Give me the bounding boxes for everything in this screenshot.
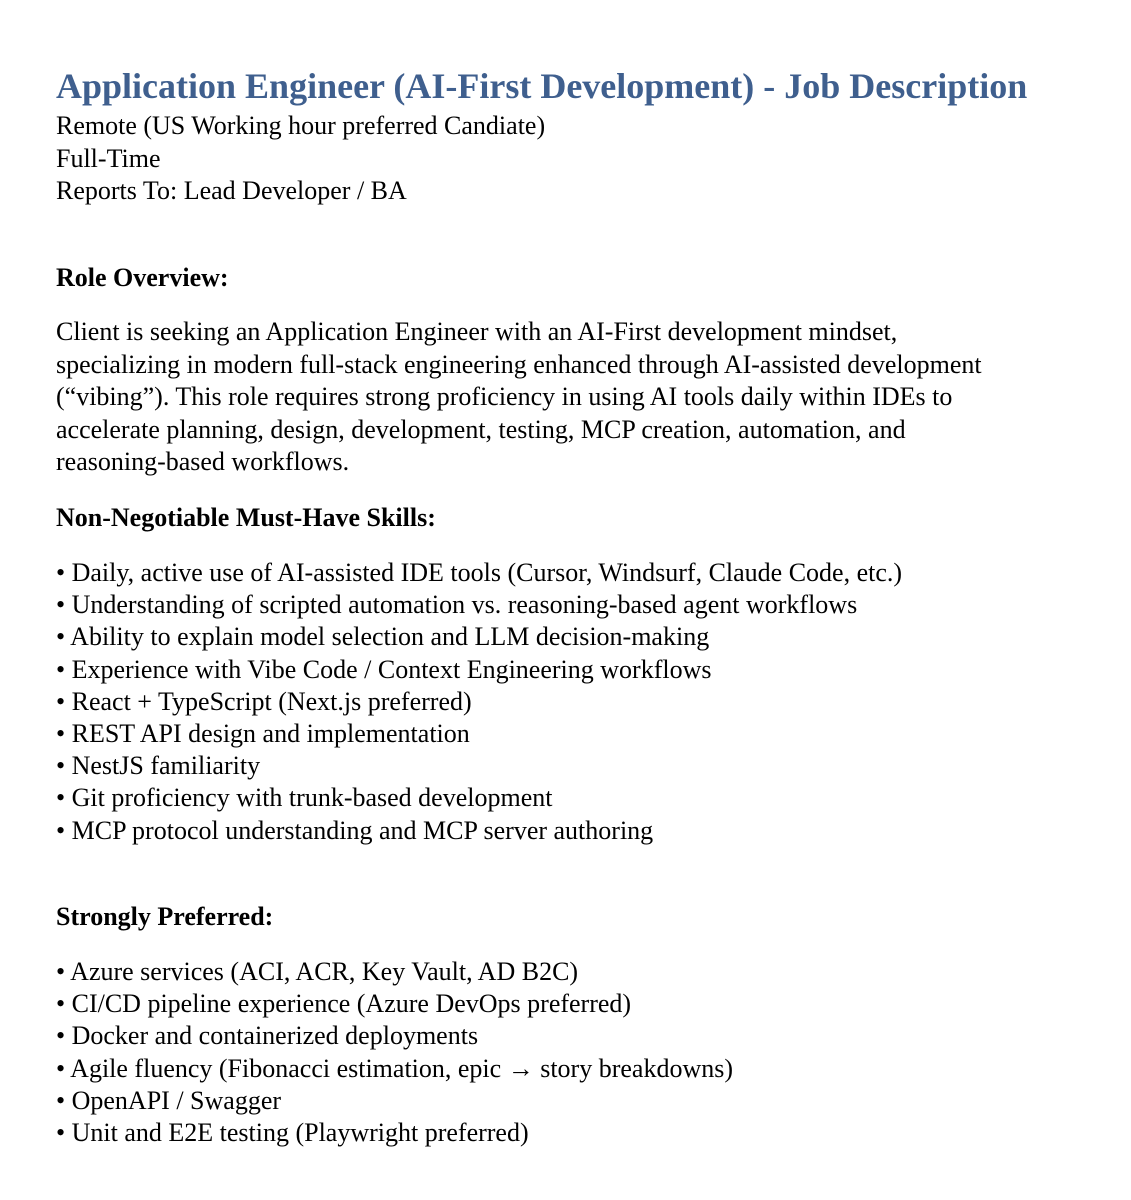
list-item: • Azure services (ACI, ACR, Key Vault, AD B2C)	[56, 957, 579, 986]
employment-type-text: Full-Time	[56, 143, 161, 173]
list-item: • React + TypeScript (Next.js preferred)	[56, 686, 472, 716]
job-meta	[56, 110, 545, 208]
list-item: • Git proficiency with trunk-based development	[56, 783, 553, 813]
reports-to-text: Reports To: Lead Developer / BA	[56, 176, 407, 205]
role-overview-line: accelerate planning, design, development, testing, MCP creation, automation, and	[56, 414, 906, 444]
list-item: • Ability to explain model selection and LLM decision-making	[56, 622, 710, 652]
must-have-list	[56, 557, 902, 847]
list-item: • NestJS familiarity	[56, 751, 261, 781]
list-item: • CI/CD pipeline experience (Azure DevOps preferred)	[56, 989, 632, 1019]
page-title: Application Engineer (AI-First Development) - Job Description	[56, 66, 1028, 106]
list-item: • Experience with Vibe Code / Context Engineering workflows	[56, 654, 712, 684]
role-overview-line: (“vibing”). This role requires strong proficiency in using AI tools daily within IDEs to	[56, 382, 953, 411]
role-overview-line: Client is seeking an Application Engineer with an AI-First development mindset,	[56, 317, 898, 346]
role-overview-heading: Role Overview:	[56, 263, 229, 292]
list-item: • Unit and E2E testing (Playwright preferred)	[56, 1118, 529, 1148]
list-item: • OpenAPI / Swagger	[56, 1085, 282, 1115]
location-text: Remote (US Working hour preferred Candiate)	[56, 111, 546, 140]
list-item: • Daily, active use of AI-assisted IDE tools (Cursor, Windsurf, Claude Code, etc.)	[56, 558, 903, 587]
role-overview-line: specializing in modern full-stack engineering enhanced through AI-assisted development	[56, 349, 982, 379]
preferred-heading: Strongly Preferred:	[56, 902, 274, 931]
must-have-heading: Non-Negotiable Must-Have Skills:	[56, 503, 436, 532]
preferred-list	[56, 956, 733, 1149]
list-item: • Agile fluency (Fibonacci estimation, epic → story breakdowns)	[56, 1053, 733, 1083]
list-item: • REST API design and implementation	[56, 719, 470, 749]
role-overview-line: reasoning-based workflows.	[56, 447, 350, 476]
role-overview-paragraph	[56, 316, 1066, 479]
list-item: • Docker and containerized deployments	[56, 1021, 479, 1051]
list-item: • MCP protocol understanding and MCP server authoring	[56, 815, 654, 845]
list-item: • Understanding of scripted automation vs. reasoning-based agent workflows	[56, 590, 858, 620]
